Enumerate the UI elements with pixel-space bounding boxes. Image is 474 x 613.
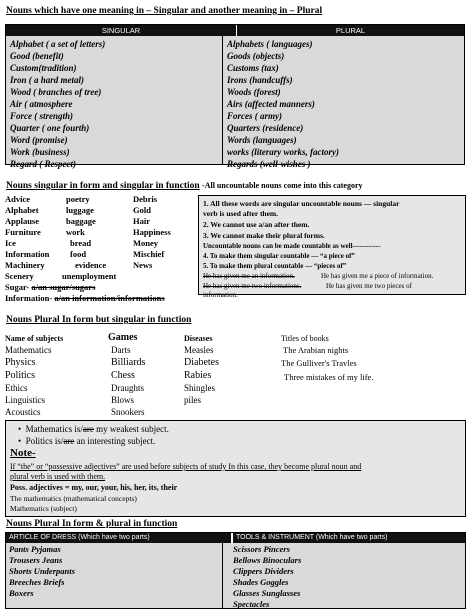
word: News [133,260,153,270]
plural-header: PLURAL [237,25,464,36]
singular-item: Air ( atmosphere [10,99,73,109]
word: Gold [133,205,151,215]
singular-item: Regard ( Respect) [10,159,76,169]
book-item: The Gulliver's Travles [281,358,357,368]
word: Money [133,238,159,248]
plural-nouns-table [5,532,466,609]
word: Machinery [5,260,45,270]
word: Advice [5,194,31,204]
word: Mischief [133,249,165,259]
disease-item: piles [184,395,201,405]
tools-column [223,543,465,608]
singular-item: Wood ( branches of tree) [10,87,102,97]
word: Debris [133,194,158,204]
plural-column [223,36,464,169]
example-2-wrong: He has given me two informations. [203,282,302,290]
plural-item: Irons (handcuffs) [227,75,293,85]
section2-heading [6,181,363,191]
word: Furniture [5,227,41,237]
word: Happiness [133,227,171,237]
diseases-header: Diseases [184,334,213,343]
subject-item: Linguistics [5,395,45,405]
dress-item: Trousers Jeans [9,555,63,565]
note-example-1: The mathematics (mathematical concepts) [10,494,137,503]
word: work [66,227,85,237]
games-header: Games [108,332,138,343]
bullet-1-text: Mathematics is/ [25,424,83,434]
plural-item: Alphabets ( languages) [227,39,313,49]
word: baggage [66,216,96,226]
section1-title: Nouns which have one meaning in – Singular and another meaning in – Plural [6,6,323,16]
example-2-correct: He has given me two pieces of [326,282,412,290]
bullet-2-text: Politics is/ [25,436,64,446]
singular-item: Quarter ( one fourth) [10,123,90,133]
plural-item: Woods (forest) [227,87,281,97]
information-wrong: a/an information/informations [54,293,165,303]
dress-item: Shorts Underpants [9,566,75,576]
possessive-adjectives: Poss. adjectives = my, our, your, his, her, its, their [10,483,178,492]
rule-2: 2. We cannot use a/an after them. [203,220,310,229]
word: food [70,249,87,259]
bullet-1: • Mathematics is/are my weakest subject. [18,424,169,434]
subject-item: Ethics [5,383,28,393]
singular-column [6,36,223,169]
tool-item: Bellows Binoculars [233,555,302,565]
subject-item: Acoustics [5,407,41,417]
tool-item: Spectacles [233,599,270,609]
singular-plural-table [5,24,465,169]
singular-item: Work (business) [10,147,70,157]
singular-item: Good (benefit) [10,51,64,61]
word: Ice [5,238,16,248]
word: Alphabet [5,205,39,215]
plural-item: Customs (tax) [227,63,279,73]
information-word: Information- [5,293,53,303]
disease-item: Measles [184,345,214,355]
subject-item: Physics [5,357,36,368]
rule-4: Uncountable nouns can be made countable as well------------ [203,242,381,250]
word: Scenery [5,271,34,281]
example-2-correct-cont: information. [203,291,238,299]
sugar-word: Sugar- [5,282,30,292]
bullet-1-strike: are [82,424,94,434]
plural-item: Words (languages) [227,135,297,145]
plural-item: Regards (well-wishes ) [227,159,311,169]
plural-item: works (literary works, factory) [227,147,339,157]
rule-6: 5. To make them plural countable — “pieces of” [203,262,347,270]
game-item: Billiards [111,357,146,368]
tool-item: Glasses Sunglasses [233,588,301,598]
plural-item: Forces ( army) [227,111,282,121]
plural-item: Airs (affected manners) [227,99,315,109]
singular-item: Iron ( a hard metal) [10,75,85,85]
dress-column [6,543,223,608]
dress-item: Breeches Briefs [9,577,65,587]
tool-item: Clippers Dividers [233,566,294,576]
rule-1: 1. All these words are singular uncountable nouns — singular [203,199,400,208]
game-item: Blows [111,395,135,405]
plural-item: Quarters (residence) [227,123,304,133]
disease-item: Diabetes [184,357,219,368]
word: unemployment [62,271,117,281]
word: Hair [133,216,150,226]
word: Information [5,249,50,259]
singular-header: SINGULAR [6,25,237,36]
word: Applause [5,216,40,226]
dress-item: Boxers [9,588,34,598]
subjects-header: Name of subjects [5,334,64,343]
plural-item: Goods (objects) [227,51,285,61]
bullet-2-strike: are [63,436,75,446]
rule-3: 3. We cannot make their plural forms. [203,231,325,240]
game-item: Chess [111,370,135,381]
word: poetry [66,194,90,204]
section2-title: Nouns singular in form and singular in function [6,181,200,191]
disease-item: Shingles [184,383,216,393]
tool-item: Scissors Pincers [233,544,290,554]
dress-header: ARTICLE OF DRESS (Which have two parts) [6,533,232,543]
singular-item: Word (promise) [10,135,68,145]
bullet-2: • Politics is/are an interesting subject. [18,436,156,446]
note-title: Note- [10,447,36,459]
note-example-2: Mathematics (subject) [10,504,77,513]
game-item: Snookers [111,407,145,417]
bullet-1-rest: my weakest subject. [93,424,169,434]
note-line-2: plural verb is used with them. [10,472,106,481]
subject-item: Mathematics [5,345,52,355]
rule-5: 4. To make them singular countable — “a piece of” [203,252,355,260]
dress-item: Pants Pyjamas [9,544,61,554]
example-1-wrong: He has given me an information. [203,272,295,280]
tools-header: TOOLS & INSTRUMENT (Which have two parts) [233,533,465,543]
note-line-1: If “the” or “possessive adjectives” are used before subjects of study In this case, they become plural noun and [10,462,362,471]
rule-1b: verb is used after them. [203,209,279,218]
section3-title: Nouns Plural In form but singular in function [6,315,192,325]
tool-item: Shades Goggles [233,577,289,587]
disease-item: Rabies [184,370,212,381]
section4-title: Nouns Plural In form & plural in function [6,519,178,529]
section2-title-note: -All uncountable nouns come into this category [202,181,363,190]
uncountable-rules-box [198,195,466,299]
singular-item: Force ( strength) [10,111,73,121]
book-item: Three mistakes of my life. [284,372,374,382]
word: evidence [75,260,107,270]
game-item: Draughts [111,383,144,393]
sugar-line [5,282,95,292]
word: bread [70,238,92,248]
singular-item: Custom(tradition) [10,63,77,73]
game-item: Darts [111,345,131,355]
sugar-wrong: a/an sugar/sugars [31,282,96,292]
books-header: Titles of books [281,334,329,343]
bullet-2-rest: an interesting subject. [74,436,156,446]
subject-item: Politics [5,370,36,381]
information-line [5,293,165,303]
example-1-correct: He has given me a piece of information. [321,272,434,280]
note-box [5,420,466,517]
singular-item: Alphabet ( a set of letters) [10,39,106,49]
word: luggage [66,205,94,215]
book-item: The Arabian nights [283,345,349,355]
